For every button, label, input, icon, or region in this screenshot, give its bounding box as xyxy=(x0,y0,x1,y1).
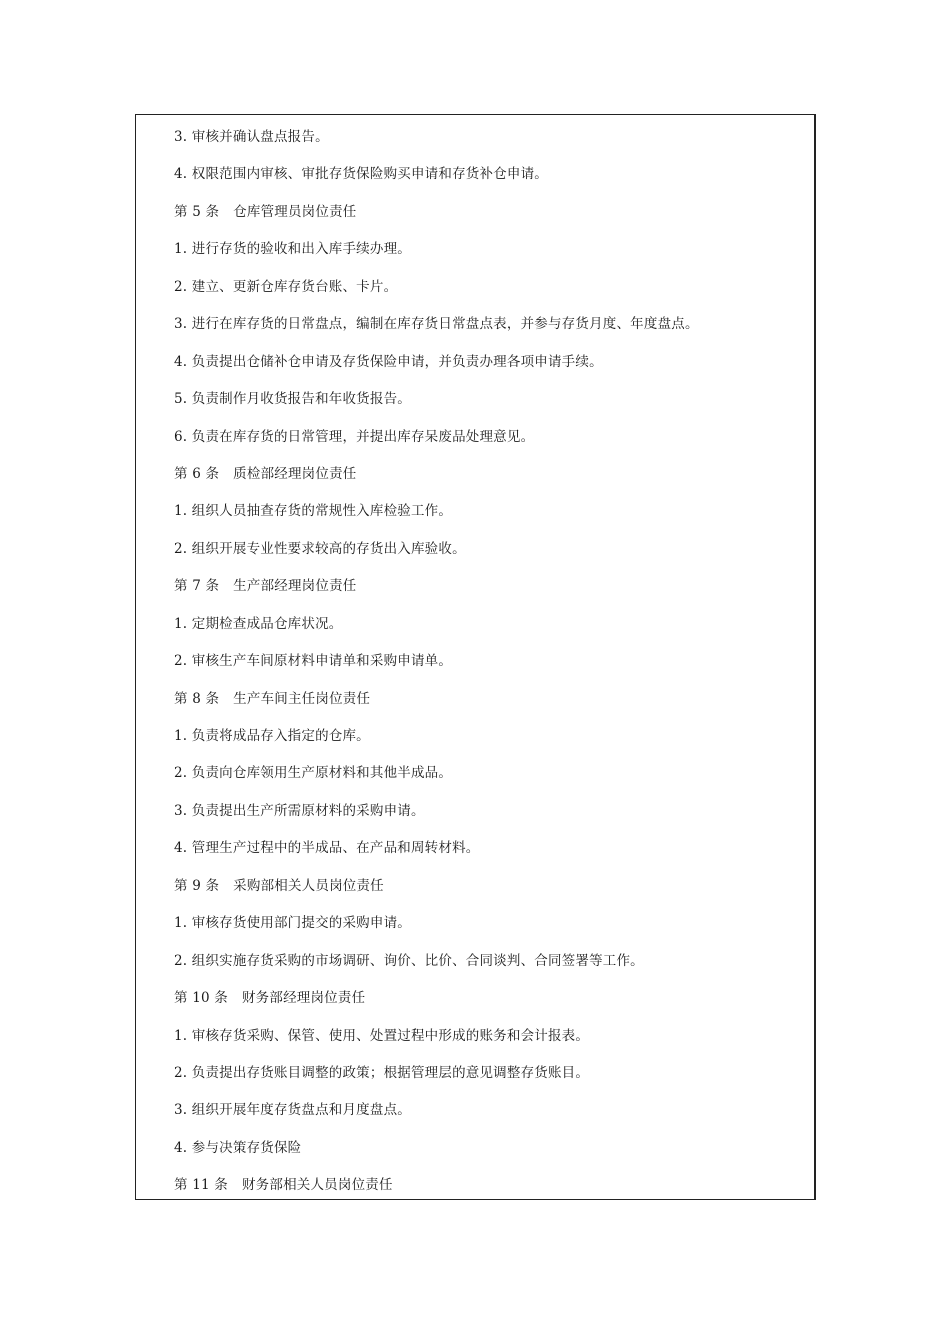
list-item xyxy=(174,502,699,539)
item-number: 1. xyxy=(174,615,188,632)
item-text: 负责提出仓储补仓申请及存货保险申请，并负责办理各项申请手续。 xyxy=(191,353,603,370)
article-number: 第 11 条 xyxy=(174,1177,228,1194)
item-text: 组织开展专业性要求较高的存货出入库验收。 xyxy=(191,540,466,557)
item-text: 参与决策存货保险 xyxy=(191,1139,302,1156)
item-text: 定期检查成品仓库状况。 xyxy=(191,615,343,632)
article-heading xyxy=(174,877,699,914)
article-heading xyxy=(174,203,699,240)
article-title: 仓库管理员岗位责任 xyxy=(233,203,357,220)
item-text: 负责将成品存入指定的仓库。 xyxy=(191,728,370,744)
list-item xyxy=(174,315,699,352)
item-text: 负责向仓库领用生产原材料和其他半成品。 xyxy=(191,765,453,782)
item-text: 建立、更新仓库存货台账、卡片。 xyxy=(191,278,398,295)
item-text: 进行存货的验收和出入库手续办理。 xyxy=(191,241,411,258)
article-title: 财务部相关人员岗位责任 xyxy=(241,1177,393,1194)
list-item xyxy=(174,165,699,202)
item-number: 1. xyxy=(174,1027,188,1044)
item-text: 负责制作月收货报告和年收货报告。 xyxy=(191,391,411,408)
item-text: 负责在库存货的日常管理，并提出库存呆废品处理意见。 xyxy=(191,428,535,445)
item-text: 审核生产车间原材料申请单和采购申请单。 xyxy=(191,653,453,670)
list-item xyxy=(174,652,699,689)
article-number: 第 9 条 xyxy=(174,877,220,894)
article-number: 第 5 条 xyxy=(174,203,220,220)
article-title: 生产车间主任岗位责任 xyxy=(233,690,371,707)
article-heading xyxy=(174,577,699,614)
item-number: 4. xyxy=(174,353,188,370)
list-item xyxy=(174,353,699,390)
item-text: 审核存货采购、保管、使用、处置过程中形成的账务和会计报表。 xyxy=(191,1027,590,1044)
item-text: 负责提出存货账目调整的政策；根据管理层的意见调整存货账目。 xyxy=(191,1064,590,1081)
article-heading xyxy=(174,690,699,727)
item-number: 2. xyxy=(174,765,188,782)
article-title: 采购部相关人员岗位责任 xyxy=(233,877,384,894)
item-number: 1. xyxy=(174,728,188,744)
article-title: 财务部经理岗位责任 xyxy=(241,990,366,1007)
item-number: 2. xyxy=(174,540,188,557)
item-number: 1. xyxy=(174,915,188,932)
item-number: 3. xyxy=(174,316,188,333)
article-heading xyxy=(174,989,699,1026)
item-number: 1. xyxy=(174,241,188,258)
list-item xyxy=(174,278,699,315)
item-number: 4. xyxy=(174,1139,188,1156)
item-text: 审核存货使用部门提交的采购申请。 xyxy=(191,915,411,932)
item-number: 3. xyxy=(174,1102,188,1119)
document-body xyxy=(174,128,699,1214)
item-number: 2. xyxy=(174,952,188,969)
article-number: 第 8 条 xyxy=(174,690,220,707)
article-number: 第 6 条 xyxy=(174,465,220,482)
list-item xyxy=(174,540,699,577)
article-title: 生产部经理岗位责任 xyxy=(233,578,357,595)
list-item xyxy=(174,240,699,277)
list-item xyxy=(174,914,699,951)
item-number: 2. xyxy=(174,653,188,670)
item-text: 组织开展年度存货盘点和月度盘点。 xyxy=(191,1102,411,1119)
list-item xyxy=(174,952,699,989)
item-text: 进行在库存货的日常盘点，编制在库存货日常盘点表，并参与存货月度、年度盘点。 xyxy=(191,316,699,333)
item-number: 3. xyxy=(174,129,188,145)
article-heading xyxy=(174,1176,699,1213)
item-number: 1. xyxy=(174,503,188,520)
article-number: 第 7 条 xyxy=(174,578,220,595)
item-text: 管理生产过程中的半成品、在产品和周转材料。 xyxy=(191,840,480,857)
list-item xyxy=(174,128,699,165)
article-number: 第 10 条 xyxy=(174,990,228,1007)
item-number: 4. xyxy=(174,840,188,857)
list-item xyxy=(174,390,699,427)
item-text: 审核并确认盘点报告。 xyxy=(191,129,329,145)
item-number: 2. xyxy=(174,278,188,295)
item-text: 负责提出生产所需原材料的采购申请。 xyxy=(191,802,425,819)
item-text: 权限范围内审核、审批存货保险购买申请和存货补仓申请。 xyxy=(191,166,548,183)
list-item xyxy=(174,802,699,839)
list-item xyxy=(174,839,699,876)
article-heading xyxy=(174,465,699,502)
item-number: 5. xyxy=(174,391,188,408)
list-item xyxy=(174,1027,699,1064)
item-text: 组织人员抽查存货的常规性入库检验工作。 xyxy=(191,503,453,520)
list-item xyxy=(174,727,699,764)
list-item xyxy=(174,1064,699,1101)
list-item xyxy=(174,1101,699,1138)
item-text: 组织实施存货采购的市场调研、询价、比价、合同谈判、合同签署等工作。 xyxy=(191,952,644,969)
article-title: 质检部经理岗位责任 xyxy=(233,465,357,482)
list-item xyxy=(174,1139,699,1176)
item-number: 3. xyxy=(174,802,188,819)
list-item xyxy=(174,428,699,465)
item-number: 6. xyxy=(174,428,188,445)
list-item xyxy=(174,764,699,801)
list-item xyxy=(174,615,699,652)
item-number: 4. xyxy=(174,166,188,183)
item-number: 2. xyxy=(174,1064,188,1081)
